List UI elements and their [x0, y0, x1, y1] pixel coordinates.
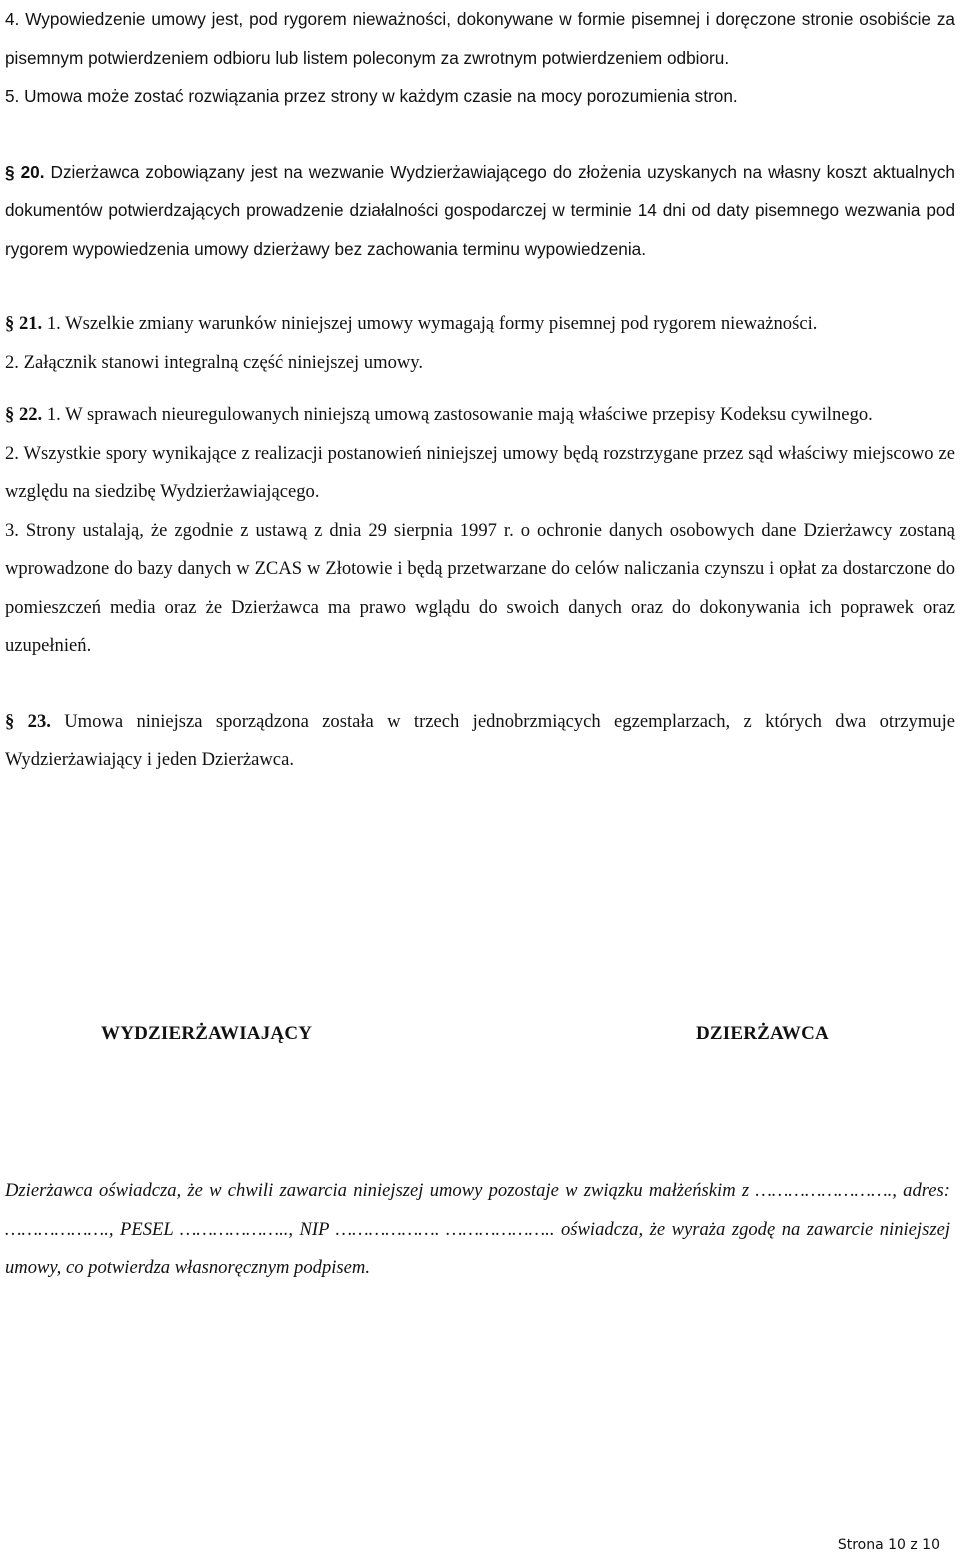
document-page: [5, 0, 955, 780]
section-21-point-2: 2. Załącznik stanowi integralną część niniejszej umowy.: [5, 351, 424, 373]
item-4: 4. Wypowiedzenie umowy jest, pod rygorem nieważności, dokonywane w formie pisemnej i doręczone stronie osobiście za pisemnym potwierdzeniem odbioru lub listem poleconym za zwrotnym potwierdzeniem odbioru.: [5, 9, 955, 68]
section-22-point-2: 2. Wszystkie spory wynikające z realizacji postanowień niniejszej umowy będą rozstrzygane przez sąd właściwy miejscowo ze względu na siedzibę Wydzierżawiającego.: [5, 442, 955, 502]
page-number: Strona 10 z 10: [837, 1537, 940, 1553]
signature-lessee: DZIERŻAWCA: [696, 1023, 829, 1044]
section-20: [5, 153, 955, 269]
section-21-number: § 21.: [5, 313, 43, 334]
section-22-point-3: 3. Strony ustalają, że zgodnie z ustawą z dnia 29 sierpnia 1997 r. o ochronie danych osobowych dane Dzierżawcy zostaną wprowadzone do bazy danych w ZCAS w Złotowie i będą przetwarzane do celów naliczania czynszu i opłat za dostarczone do pomieszczeń media oraz że Dzierżawca ma prawo wglądu do swoich danych oraz do dokonywania ich poprawek oraz uzupełnień.: [5, 519, 955, 656]
signature-lessor: WYDZIERŻAWIAJĄCY: [101, 1023, 313, 1044]
section-23-number: § 23.: [5, 710, 51, 732]
section-23-text: Umowa niniejsza sporządzona została w trzech jednobrzmiących egzemplarzach, z których dwa otrzymuje Wydzierżawiający i jeden Dzierżawca.: [5, 710, 955, 770]
section-21-p1: 1. Wszelkie zmiany warunków niniejszej umowy wymagają formy pisemnej pod rygorem nieważności.: [42, 313, 818, 334]
section-23: [5, 703, 955, 780]
section-20-text: Dzierżawca zobowiązany jest na wezwanie Wydzierżawiającego do złożenia uzyskanych na własny koszt aktualnych dokumentów potwierdzających prowadzenie działalności gospodarczej w terminie 14 dni od daty pisemnego wezwania pod rygorem wypowiedzenia umowy dzierżawy bez zachowania terminu wypowiedzenia.: [5, 161, 955, 259]
item-5: 5. Umowa może zostać rozwiązania przez strony w każdym czasie na mocy porozumienia stron.: [5, 86, 738, 106]
section-20-number: § 20.: [5, 161, 45, 182]
signature-block: [0, 1023, 950, 1053]
section-21-point-1: [5, 305, 955, 344]
section-22-point-1: [5, 396, 955, 435]
section-22-number: § 22.: [5, 404, 43, 425]
section-22-p1: 1. W sprawach nieuregulowanych niniejszą umową zastosowanie mają właściwe przepisy Kodeksu cywilnego.: [42, 404, 873, 425]
marital-declaration: Dzierżawca oświadcza, że w chwili zawarcia niniejszej umowy pozostaje w związku małżeńskim z ……………………., adres: ………………., PESEL ……………….., NIP ………………. ……………….. oświadcza, że wyraża zgodę na zawarcie niniejszej umowy, co potwierdza własnoręcznym podpisem.: [5, 1180, 950, 1278]
declaration-block: [0, 1172, 950, 1288]
